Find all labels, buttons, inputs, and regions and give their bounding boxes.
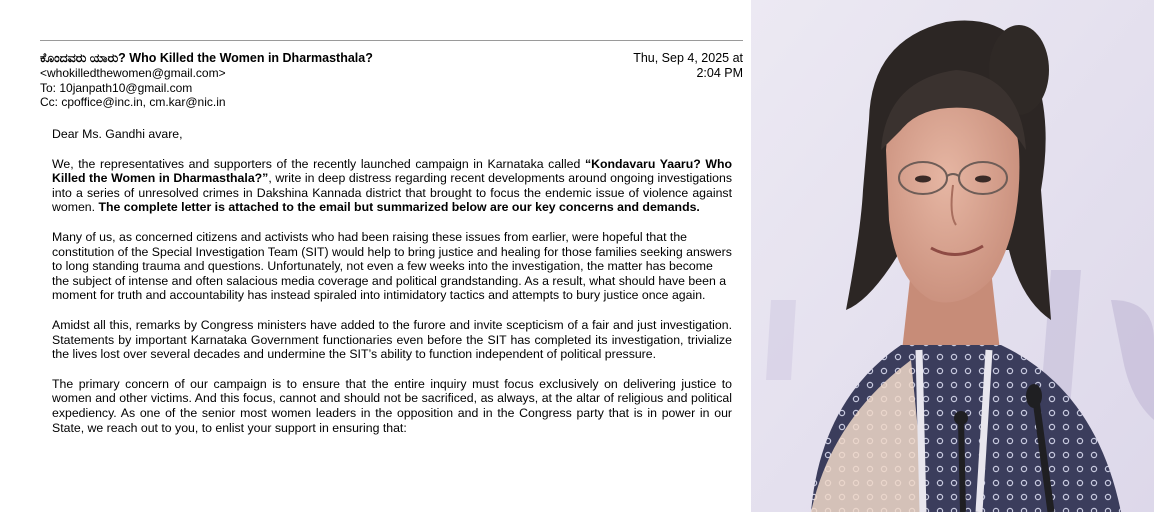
email-to: To: 10janpath10@gmail.com [40,80,193,95]
salutation: Dear Ms. Gandhi avare, [52,127,183,141]
email-date-day: Thu, Sep 4, 2025 at [633,51,743,65]
paragraph-1-text-a: We, the representatives and supporters of the recently launched campaign in Karnataka called [52,156,585,171]
portrait-photo [751,0,1154,512]
header-divider [40,40,743,41]
paragraph-1-text-b: , write in deep distress regarding recent developments around ongoing investigations into a series of unresolved crimes in Dakshina Kannada district that brought to focus the endemic issue of violence against women. [52,171,732,215]
email-cc: Cc: cpoffice@inc.in, cm.kar@nic.in [40,95,226,109]
lanyard [919,350,923,512]
portrait-illustration [751,0,1154,512]
paragraph-3: Amidst all this, remarks by Congress ministers have added to the furore and invite scepticism of a fair and just investigation. Statements by important Karnataka Government functionaries even before the SIT has completed its investigation, trivialize the lives lost over several decades and undermine the SIT’s ability to function independent of political pressure. [52,317,732,362]
email-header [40,51,743,110]
eye-left [915,176,931,183]
key-concerns-note: The complete letter is attached to the email but summarized below are our key concerns and demands. [98,200,700,215]
microphone-left-head [954,411,968,425]
microphone-right-head [1026,384,1042,408]
campaign-name: “Kondavaru Yaaru? Who Killed the Women in Dharmasthala?” [52,156,732,186]
email-date-time: 2:04 PM [696,66,743,80]
paragraph-1 [52,157,732,215]
email-date [633,51,743,81]
paragraph-2: Many of us, as concerned citizens and activists who had been raising these issues from earlier, were hopeful that the constitution of the Special Investigation Team (SIT) would help to bring justice and healing for those families seeking answers to long standing trauma and questions. Unfortunately, not even a few weeks into the investigation, the matter has become the subject of intense and often salacious media coverage and political grandstanding. As a result, what should have been a moment for truth and accountability has instead spiraled into intimidatory tactics and attempts to bury justice once again. [52,229,732,303]
email-subject: ಕೊಂದವರು ಯಾರು? Who Killed the Women in Dharmasthala? [40,51,373,65]
email-body [52,127,732,450]
paragraph-4: The primary concern of our campaign is to ensure that the entire inquiry must focus exclusively on delivering justice to women and other victims. And this focus, cannot and should not be sacrificed, as always, at the altar of religious and political expediency. As one of the senior most women leaders in the opposition and in the Congress party that is in power in our State, we reach out to you, to enlist your support in ensuring that: [52,376,732,435]
background-banner-shape-3 [766,300,796,380]
microphone-left [961,420,963,512]
email-sender[interactable]: <whokilledthewomen@gmail.com> [40,66,226,80]
eye-right [975,176,991,183]
